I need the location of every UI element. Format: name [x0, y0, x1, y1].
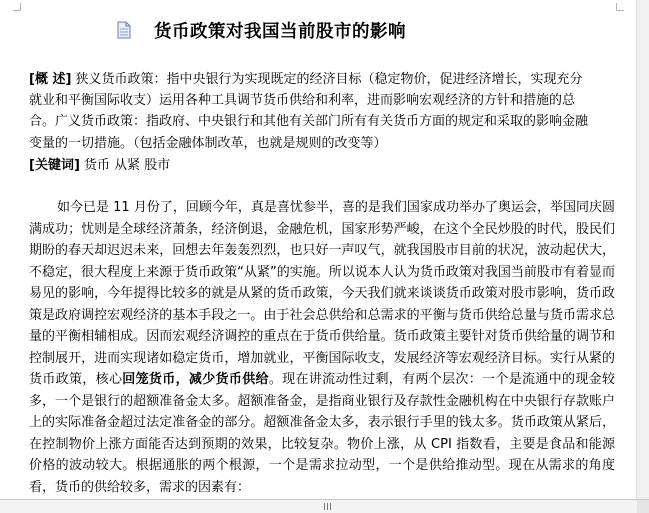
horizontal-scrollbar-track[interactable]	[0, 500, 637, 513]
margin-corner-mark	[13, 3, 21, 11]
document-icon	[117, 21, 131, 39]
scrollbar-corner	[637, 500, 649, 513]
vertical-scrollbar[interactable]	[636, 0, 649, 500]
abstract-text: 狭义货币政策：指中央银行为实现既定的经济目标（稳定物价，促进经济增长，实现充分就业和平衡国际收支）运用各种工具调节货币供给和利率，进而影响宏观经济的方针和措施的总合。广义货币政策：指政府、中央银行和其他有关部门所有有关货币方面的规定和采取的影响金融变量的一切措施。（包括金融体制改革，也就是规则的改变等）	[29, 72, 589, 151]
document-title: 货币政策对我国当前股市的影响	[154, 22, 406, 42]
abstract-tag: [概 述]	[29, 72, 72, 87]
keywords-tag: [关键词]	[29, 158, 80, 173]
margin-corner-mark	[616, 3, 624, 11]
body-paragraph	[29, 197, 615, 498]
keywords-text: 货币 从紧 股市	[79, 158, 171, 173]
keywords-line	[29, 155, 170, 176]
body-text-part1: 如今已是 11 月份了，回顾今年，真是喜忧参半，喜的是我们国家成功举办了奥运会，举国同庆圆满成功；忧则是全球经济萧条，经济倒退，金融危机，国家形势严峻，在这个全民炒股的时代，股民们期盼的春天却迟迟未来，回想去年轰轰烈烈，也只好一声叹气，就我国股市目前的状况，波动起伏大，不稳定，很大程度上来源于货币政策“从紧”的实施。所以说本人认为货币政策对我国当前股市有着显而易见的影响，今年提得比较多的就是从紧的货币政策，今天我们就来谈谈货币政策对股市影响，货币政策是政府调控宏观经济的基本手段之一。由于社会总供给和总需求的平衡与货币供给总量与货币需求总量的平衡相辅相成。因而宏观经济调控的重点在于货币供给量。货币政策主要针对货币供给量的调节和控制展开，进而实现诸如稳定货币，增加就业，平衡国际收支，发展经济等宏观经济目标。实行从紧的货币政策，核心	[29, 200, 615, 387]
abstract-paragraph	[29, 69, 589, 154]
horizontal-scrollbar[interactable]	[0, 499, 649, 513]
grip-icon[interactable]	[324, 503, 333, 510]
body-text-part2: 。现在讲流动性过剩，有两个层次：一个是流通中的现金较多，一个是银行的超额准备金太多。超额准备金，是指商业银行及存款性金融机构在中央银行存款账户上的实际准备金超过法定准备金的部分。超额准备金太多，表示银行手里的钱太多。货币政策从紧后，在控制物价上涨方面能否达到预期的效果，比较复杂。物价上涨，从 CPI 指数看，主要是食品和能源价格的波动较大。根据通胀的两个根源，一个是需求拉动型，一个是供给推动型。现在从需求的角度看，货币的供给较多，需求的因素有：	[29, 372, 615, 495]
body-emphasis: 回笼货币，减少货币供给	[122, 372, 269, 387]
